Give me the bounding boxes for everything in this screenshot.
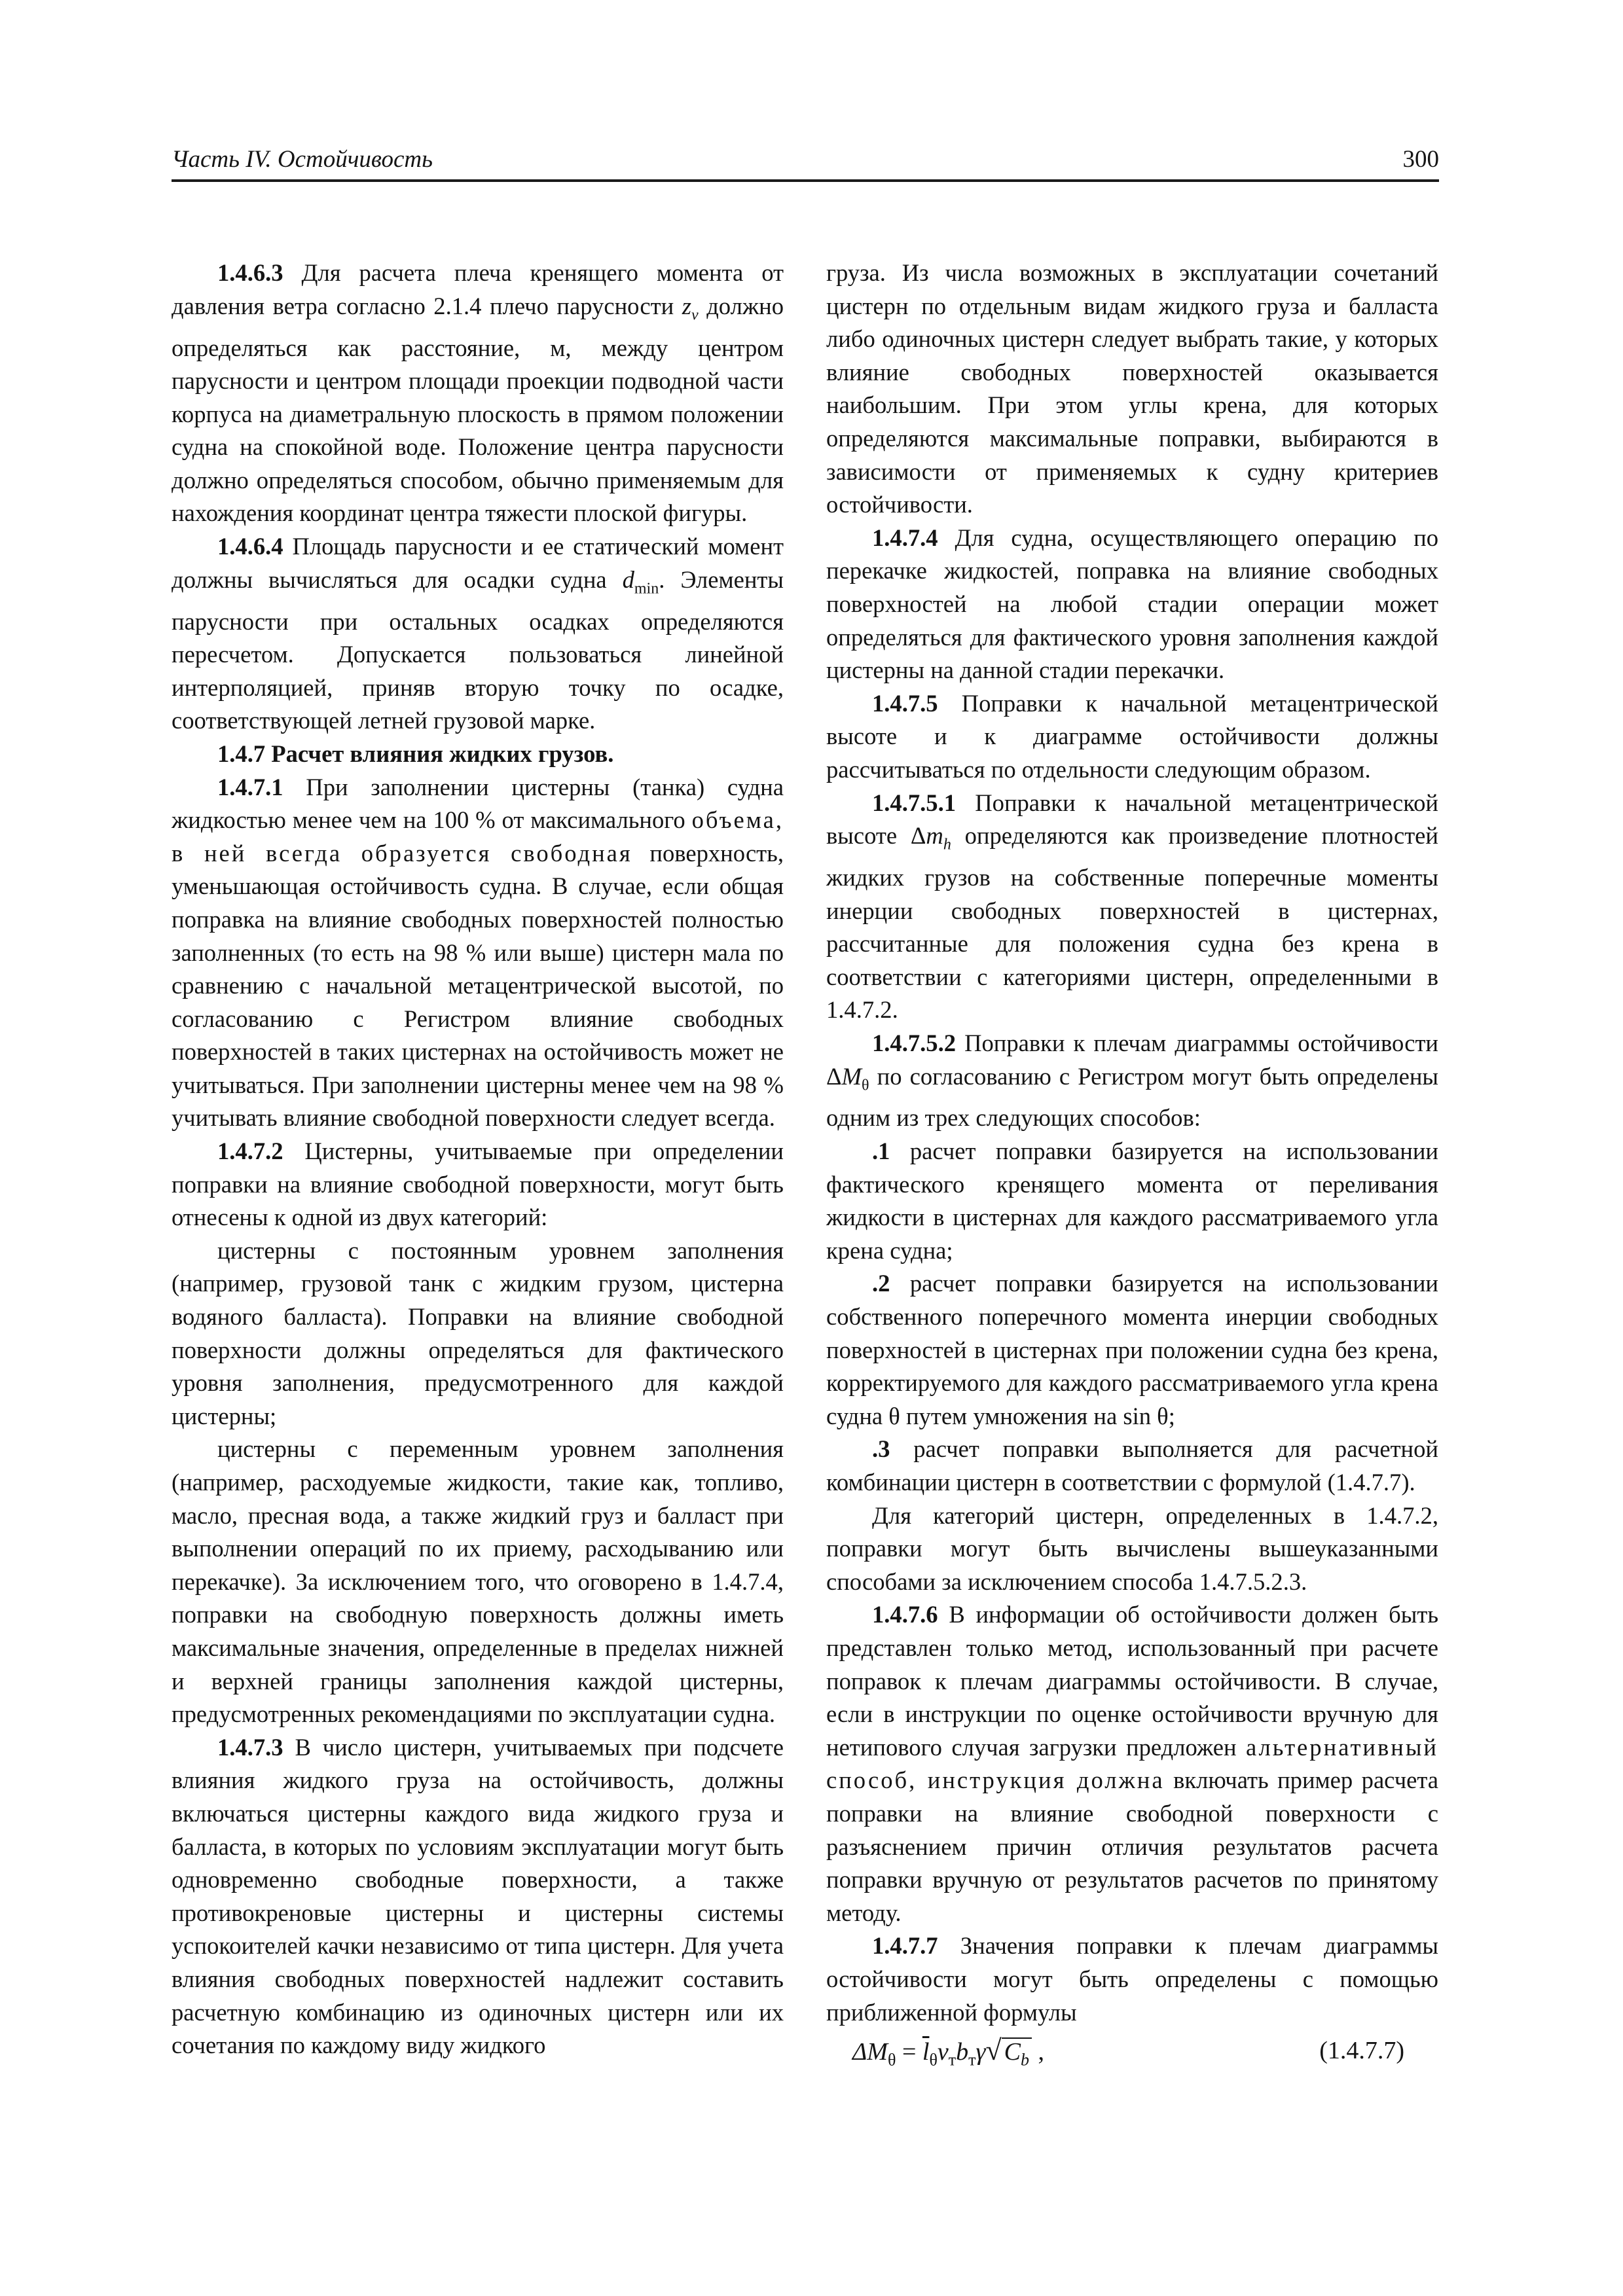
paragraph-category-2: цистерны с переменным уровнем заполнения (например, расходуемые жидкости, такие как, топливо, масло, пресная вода, а также жидкий груз и балласт при выполнении операций по их приему, расходыванию или перекачке). За исключением того, что оговорено в 1.4.7.4, поправки на свободную поверхность должны иметь максимальные значения, определенные в пределах нижней и верхней границы заполнения каждой цистерны, предусмотренных рекомендациями по эксплуатации судна. <box>172 1435 784 1728</box>
paragraph-category-1: цистерны с постоянным уровнем заполнения (например, грузовой танк с жидким грузом, цистерна водяного балласта). Поправки на влияние свободной поверхности должны определяться для фактического уровня заполнения, предусмотренного для каждой цистерны; <box>172 1236 784 1429</box>
paragraph-continued: груза. Из числа возможных в эксплуатации сочетаний цистерн по отдельным видам жидкого груза и балласта либо одиночных цистерн следует выбрать такие, у которых влияние свободных поверхностей оказывается наибольшим. При этом углы крена, для которых определяются максимальные поправки, выбираются в зависимости от применяемых к судну критериев остойчивости. <box>826 259 1438 518</box>
paragraph-1474: 1.4.7.4 Для судна, осуществляющего операцию по перекачке жидкостей, поправка на влияние свободных поверхностей на любой стадии операции может определяться для фактического уровня заполнения каждой цистерны на данной стадии перекачки. <box>826 524 1438 684</box>
paragraph-1476: 1.4.7.6 В информации об остойчивости должен быть представлен только метод, использованный при расчете поправок к плечам диаграммы остойчивости. В случае, если в инструкции по оценке остойчивости вручную для нетипового случая загрузки предложен альтернативный способ, инструкция должна включать пример расчета поправки на влияние свободной поверхности с разъяснением причин отличия результатов расчета поправки вручную от результатов расчетов по принятому методу. <box>826 1601 1438 1926</box>
formula-number: (1.4.7.7) <box>1319 2037 1404 2065</box>
paragraph-1472: 1.4.7.2 Цистерны, учитываемые при определении поправки на влияние свободной поверхности, могут быть отнесены к одной из двух категорий: <box>172 1138 784 1231</box>
formula-expression: $\Delta M_\theta = \overline{l}_\theta v_тb_т\gamma√$ $C_b$ , <box>852 2034 1044 2077</box>
section-title: Часть IV. Остойчивость <box>172 146 433 173</box>
page-number: 300 <box>1402 146 1439 173</box>
paragraph-1471: 1.4.7.1 При заполнении цистерны (танка) судна жидкостью менее чем на 100 % от максимального объема, в ней всегда образуется свободная поверхность, уменьшающая остойчивость судна. В случае, если общая поправка на влияние свободных поверхностей полностью заполненных (то есть на 98 % или выше) цистерн мала по сравнению с начальной метацентрической высотой, по согласованию с Регистром влияние свободных поверхностей в таких цистернах на остойчивость может не учитываться. При заполнении цистерны менее чем на 98 % учитывать влияние свободной поверхности следует всегда. <box>172 773 784 1132</box>
paragraph-categories-note: Для категорий цистерн, определенных в 1.4.7.2, поправки могут быть вычислены вышеуказанными способами за исключением способа 1.4.7.5.2.3. <box>826 1501 1438 1595</box>
right-column <box>826 257 1438 2075</box>
paragraph-1463: 1.4.6.3 Для расчета плеча кренящего момента от давления ветра согласно 2.1.4 плечо парусности $z_v$ должно определяться как расстояние, м, между центром парусности и центром площади проекции подводной части корпуса на диаметральную плоскость в прямом положении судна на спокойной воде. Положение центра парусности должно определяться способом, обычно применяемым для нахождения координат центра тяжести плоской фигуры. <box>172 259 784 527</box>
method-item-1: .1 расчет поправки базируется на использовании фактического кренящего момента от переливания жидкости в цистернах для каждого рассматриваемого угла крена судна; <box>826 1138 1438 1264</box>
method-item-3: .3 расчет поправки выполняется для расчетной комбинации цистерн в соответствии с формулой (1.4.7.7). <box>826 1435 1438 1496</box>
paragraph-14751: 1.4.7.5.1 Поправки к начальной метацентрической высоте $\Delta m_h$ определяются как произведение плотностей жидких грузов на собственные поперечные моменты инерции свободных поверхностей в цистернах, рассчитанные для положения судна без крена в соответствии с категориями цистерн, определенными в 1.4.7.2. <box>826 789 1438 1024</box>
paragraph-1473: 1.4.7.3 В число цистерн, учитываемых при подсчете влияния жидкого груза на остойчивость, должны включаться цистерны каждого вида жидкого груза и балласта, в которых по условиям эксплуатации могут быть одновременно свободные поверхности, а также противокреновые цистерны и цистерны системы успокоителей качки независимо от типа цистерн. Для учета влияния свободных поверхностей надлежит составить расчетную комбинацию из одиночных цистерн или их сочетания по каждому виду жидкого <box>172 1733 784 2059</box>
paragraph-1475: 1.4.7.5 Поправки к начальной метацентрической высоте и к диаграмме остойчивости должны рассчитываться по отдельности следующим образом. <box>826 689 1438 783</box>
left-column <box>172 257 784 2062</box>
paragraph-1477: 1.4.7.7 Значения поправки к плечам диаграммы остойчивости могут быть определены с помощью приближенной формулы <box>826 1932 1438 2026</box>
formula-1477 <box>826 2034 1438 2075</box>
paragraph-1464: 1.4.6.4 Площадь парусности и ее статический момент должны вычисляться для осадки судна $d_{min}$. Элементы парусности при остальных осадках определяются пересчетом. Допускается пользоваться линейной интерполяцией, приняв вторую точку по осадке, соответствующей летней грузовой марке. <box>172 533 784 734</box>
heading-147: 1.4.7 Расчет влияния жидких грузов. <box>217 740 614 767</box>
paragraph-14752: 1.4.7.5.2 Поправки к плечам диаграммы остойчивости $\Delta M_\theta$ по согласованию с Регистром могут быть определены одним из трех следующих способов: <box>826 1029 1438 1132</box>
page-header <box>172 145 1439 182</box>
method-item-2: .2 расчет поправки базируется на использовании собственного поперечного момента инерции свободных поверхностей в цистернах при положении судна без крена, корректируемого для каждого рассматриваемого угла крена судна θ путем умножения на sin θ; <box>826 1270 1438 1429</box>
